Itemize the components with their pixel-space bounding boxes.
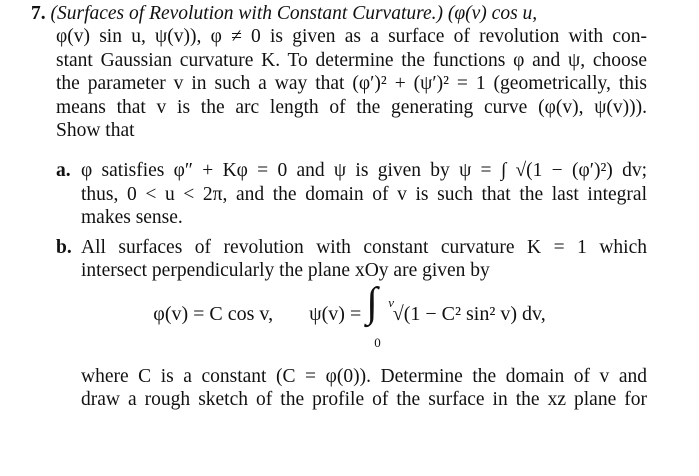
part-b-label: b. [56,237,72,258]
problem-line-6: Show that [56,120,135,141]
part-b-line-1: All surfaces of revolution with constant curvature K = 1 which [81,237,647,258]
problem-number: 7. [31,3,46,24]
part-a-label: a. [56,160,71,181]
part-a-line-1: φ satisfies φ″ + Kφ = 0 and ψ is given by ψ = ∫ √(1 − (φ′)²) dv; [81,160,647,181]
problem-line-1-text: (Surfaces of Revolution with Constant Curvature.) (φ(v) cos u, [50,3,538,24]
problem-line-3: stant Gaussian curvature K. To determine the functions φ and ψ, choose [56,50,647,71]
problem-line-5: means that v is the arc length of the generating curve (φ(v), ψ(v))). [56,97,647,118]
part-b-after-line-1: where C is a constant (C = φ(0)). Determine the domain of v and [81,366,647,387]
problem-line-4: the parameter v in such a way that (φ′)² + (ψ′)² = 1 (geometrically, this [56,73,647,94]
display-equation [0,280,699,363]
part-a-line-2: thus, 0 < u < 2π, and the domain of v is such that the last integral [81,184,647,205]
part-b-after-line-2: draw a rough sketch of the profile of the surface in the xz plane for [81,389,647,410]
integral-lower-limit: 0 [374,335,381,351]
integral-upper-limit: v [388,295,395,311]
integral-sign: ∫ v 0 [366,292,378,315]
part-a-line-3: makes sense. [81,207,183,228]
problem-line-1 [31,3,647,26]
equation-left: φ(v) = C cos v, [153,303,274,325]
problem-line-2: φ(v) sin u, ψ(v)), φ ≠ 0 is given as a surface of revolution with con- [56,26,647,47]
equation-integrand: √(1 − C² sin² v) dv, [392,303,546,325]
equation-right-lhs: ψ(v) = [309,303,362,325]
part-b-line-2: intersect perpendicularly the plane xOy are given by [81,260,490,281]
